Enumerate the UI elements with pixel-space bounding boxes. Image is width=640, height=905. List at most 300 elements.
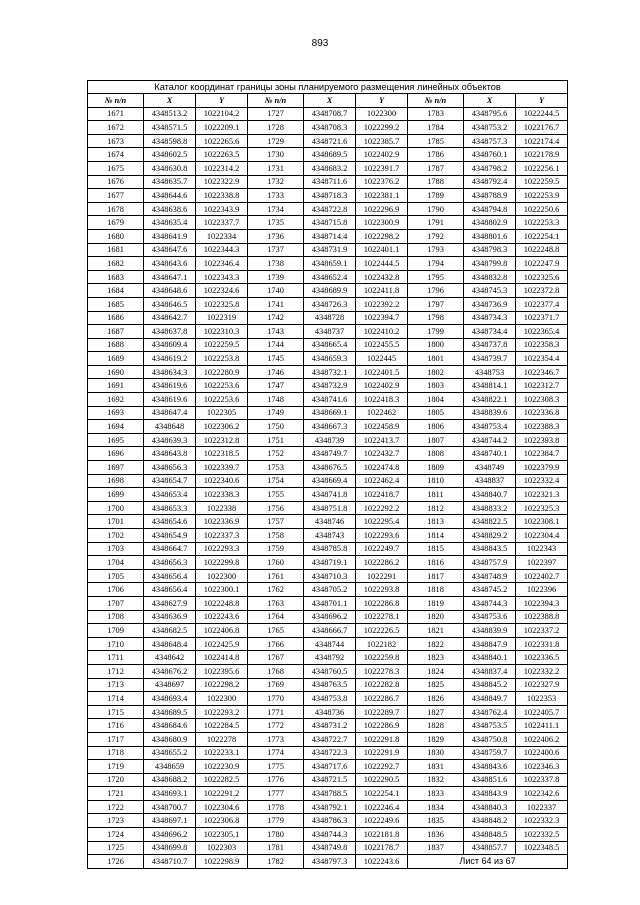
x-coordinate-cell: 4348647.1	[144, 270, 196, 284]
y-coordinate-cell: 1022319	[196, 311, 248, 325]
y-coordinate-cell: 1022322.9	[196, 175, 248, 189]
point-number-cell: 1783	[408, 107, 464, 121]
table-row	[88, 393, 568, 407]
table-row	[88, 107, 568, 121]
point-number-cell: 1680	[88, 229, 144, 243]
x-coordinate-cell: 4348656.4	[144, 569, 196, 583]
y-coordinate-cell: 1022401.5	[356, 365, 408, 379]
table-row	[88, 664, 568, 678]
x-coordinate-cell: 4348763.5	[304, 678, 356, 692]
column-header-point-number: № п/п	[248, 94, 304, 108]
y-coordinate-cell: 1022300	[356, 107, 408, 121]
point-number-cell: 1707	[88, 596, 144, 610]
table-row	[88, 352, 568, 366]
y-coordinate-cell: 1022291.2	[196, 787, 248, 801]
point-number-cell: 1734	[248, 202, 304, 216]
point-number-cell: 1802	[408, 365, 464, 379]
x-coordinate-cell: 4348728	[304, 311, 356, 325]
y-coordinate-cell: 1022314.2	[196, 161, 248, 175]
point-number-cell: 1793	[408, 243, 464, 257]
point-number-cell: 1672	[88, 121, 144, 135]
x-coordinate-cell: 4348744.3	[464, 596, 516, 610]
x-coordinate-cell: 4348689.5	[304, 148, 356, 162]
table-row	[88, 719, 568, 733]
y-coordinate-cell: 1022402.9	[356, 379, 408, 393]
x-coordinate-cell: 4348721.6	[304, 134, 356, 148]
x-coordinate-cell: 4348798.3	[464, 243, 516, 257]
y-coordinate-cell: 1022393.8	[516, 433, 568, 447]
x-coordinate-cell: 4348753	[464, 365, 516, 379]
point-number-cell: 1727	[248, 107, 304, 121]
y-coordinate-cell: 1022278.1	[356, 610, 408, 624]
table-row	[88, 610, 568, 624]
table-title-row	[88, 81, 568, 94]
x-coordinate-cell: 4348664.7	[144, 542, 196, 556]
point-number-cell: 1748	[248, 393, 304, 407]
x-coordinate-cell: 4348647.4	[144, 406, 196, 420]
table-row	[88, 338, 568, 352]
table-row	[88, 569, 568, 583]
y-coordinate-cell: 1022247.9	[516, 257, 568, 271]
x-coordinate-cell: 4348731.9	[304, 243, 356, 257]
y-coordinate-cell: 1022348.5	[516, 841, 568, 855]
y-coordinate-cell: 1022293.2	[196, 705, 248, 719]
y-coordinate-cell: 1022395.6	[196, 664, 248, 678]
x-coordinate-cell: 4348734.4	[464, 325, 516, 339]
point-number-cell: 1739	[248, 270, 304, 284]
point-number-cell: 1696	[88, 447, 144, 461]
table-row	[88, 175, 568, 189]
x-coordinate-cell: 4348627.9	[144, 596, 196, 610]
x-coordinate-cell: 4348798.2	[464, 161, 516, 175]
x-coordinate-cell: 4348757.3	[464, 134, 516, 148]
point-number-cell: 1751	[248, 433, 304, 447]
y-coordinate-cell: 1022402.7	[516, 569, 568, 583]
y-coordinate-cell: 1022358.3	[516, 338, 568, 352]
x-coordinate-cell: 4348799.8	[464, 257, 516, 271]
x-coordinate-cell: 4348693.1	[144, 787, 196, 801]
column-header-x: X	[304, 94, 356, 108]
x-coordinate-cell: 4348699.8	[144, 841, 196, 855]
point-number-cell: 1779	[248, 814, 304, 828]
point-number-cell: 1806	[408, 420, 464, 434]
x-coordinate-cell: 4348656.4	[144, 583, 196, 597]
y-coordinate-cell: 1022418.3	[356, 393, 408, 407]
table-row	[88, 529, 568, 543]
point-number-cell: 1774	[248, 746, 304, 760]
y-coordinate-cell: 1022338.8	[196, 189, 248, 203]
y-coordinate-cell: 1022308.3	[516, 393, 568, 407]
x-coordinate-cell: 4348647.6	[144, 243, 196, 257]
point-number-cell: 1761	[248, 569, 304, 583]
x-coordinate-cell: 4348795.6	[464, 107, 516, 121]
column-header-point-number: № п/п	[88, 94, 144, 108]
x-coordinate-cell: 4348737	[304, 325, 356, 339]
table-row	[88, 433, 568, 447]
point-number-cell: 1686	[88, 311, 144, 325]
y-coordinate-cell: 1022325.3	[516, 501, 568, 515]
point-number-cell: 1671	[88, 107, 144, 121]
x-coordinate-cell: 4348843.6	[464, 760, 516, 774]
point-number-cell: 1762	[248, 583, 304, 597]
x-coordinate-cell: 4348843.9	[464, 787, 516, 801]
y-coordinate-cell: 1022253.8	[196, 352, 248, 366]
y-coordinate-cell: 1022259.5	[196, 338, 248, 352]
x-coordinate-cell: 4348676.5	[304, 461, 356, 475]
point-number-cell: 1752	[248, 447, 304, 461]
y-coordinate-cell: 1022291.9	[356, 746, 408, 760]
point-number-cell: 1794	[408, 257, 464, 271]
y-coordinate-cell: 1022253.6	[196, 393, 248, 407]
point-number-cell: 1693	[88, 406, 144, 420]
y-coordinate-cell: 1022394.7	[356, 311, 408, 325]
page-number: 893	[311, 38, 329, 49]
y-coordinate-cell: 1022338.3	[196, 488, 248, 502]
x-coordinate-cell: 4348786.3	[304, 814, 356, 828]
column-header-y: Y	[356, 94, 408, 108]
y-coordinate-cell: 1022253.3	[516, 216, 568, 230]
table-row	[88, 148, 568, 162]
x-coordinate-cell: 4348667.3	[304, 420, 356, 434]
point-number-cell: 1715	[88, 705, 144, 719]
x-coordinate-cell: 4348797.3	[304, 855, 356, 869]
y-coordinate-cell: 1022324.6	[196, 284, 248, 298]
point-number-cell: 1778	[248, 800, 304, 814]
table-row	[88, 855, 568, 869]
x-coordinate-cell: 4348792	[304, 651, 356, 665]
point-number-cell: 1755	[248, 488, 304, 502]
y-coordinate-cell: 1022346.7	[516, 365, 568, 379]
point-number-cell: 1810	[408, 474, 464, 488]
table-row	[88, 365, 568, 379]
table-row	[88, 828, 568, 842]
y-coordinate-cell: 1022376.2	[356, 175, 408, 189]
y-coordinate-cell: 1022233.1	[196, 746, 248, 760]
point-number-cell: 1824	[408, 664, 464, 678]
y-coordinate-cell: 1022298.2	[196, 678, 248, 692]
y-coordinate-cell: 1022243.6	[196, 610, 248, 624]
point-number-cell: 1719	[88, 760, 144, 774]
y-coordinate-cell: 1022388.3	[516, 420, 568, 434]
x-coordinate-cell: 4348656.3	[144, 556, 196, 570]
point-number-cell: 1828	[408, 719, 464, 733]
x-coordinate-cell: 4348696.2	[304, 610, 356, 624]
point-number-cell: 1764	[248, 610, 304, 624]
point-number-cell: 1729	[248, 134, 304, 148]
x-coordinate-cell: 4348740.1	[464, 447, 516, 461]
x-coordinate-cell: 4348708.3	[304, 121, 356, 135]
y-coordinate-cell: 1022306.2	[196, 420, 248, 434]
x-coordinate-cell: 4348652.4	[304, 270, 356, 284]
x-coordinate-cell: 4348711.6	[304, 175, 356, 189]
point-number-cell: 1819	[408, 596, 464, 610]
y-coordinate-cell: 1022396	[516, 583, 568, 597]
x-coordinate-cell: 4348717.6	[304, 760, 356, 774]
y-coordinate-cell: 1022365.4	[516, 325, 568, 339]
y-coordinate-cell: 1022299.8	[196, 556, 248, 570]
x-coordinate-cell: 4348739	[304, 433, 356, 447]
point-number-cell: 1807	[408, 433, 464, 447]
point-number-cell: 1709	[88, 624, 144, 638]
table-row	[88, 596, 568, 610]
point-number-cell: 1738	[248, 257, 304, 271]
y-coordinate-cell: 1022293.3	[196, 542, 248, 556]
x-coordinate-cell: 4348788.9	[464, 189, 516, 203]
x-coordinate-cell: 4348760.1	[464, 148, 516, 162]
y-coordinate-cell: 1022405.7	[516, 705, 568, 719]
x-coordinate-cell: 4348722.7	[304, 732, 356, 746]
x-coordinate-cell: 4348653.3	[144, 501, 196, 515]
y-coordinate-cell: 1022304.4	[516, 529, 568, 543]
table-row	[88, 447, 568, 461]
point-number-cell: 1757	[248, 515, 304, 529]
y-coordinate-cell: 1022406.8	[196, 624, 248, 638]
point-number-cell: 1716	[88, 719, 144, 733]
point-number-cell: 1731	[248, 161, 304, 175]
x-coordinate-cell: 4348655.2	[144, 746, 196, 760]
point-number-cell: 1754	[248, 474, 304, 488]
point-number-cell: 1741	[248, 297, 304, 311]
point-number-cell: 1767	[248, 651, 304, 665]
point-number-cell: 1721	[88, 787, 144, 801]
y-coordinate-cell: 1022377.4	[516, 297, 568, 311]
y-coordinate-cell: 1022391.7	[356, 161, 408, 175]
point-number-cell: 1826	[408, 692, 464, 706]
point-number-cell: 1790	[408, 202, 464, 216]
y-coordinate-cell: 1022410.2	[356, 325, 408, 339]
point-number-cell: 1836	[408, 828, 464, 842]
x-coordinate-cell: 4348732.9	[304, 379, 356, 393]
y-coordinate-cell: 1022337.2	[516, 624, 568, 638]
y-coordinate-cell: 1022325.8	[196, 297, 248, 311]
y-coordinate-cell: 1022425.9	[196, 637, 248, 651]
point-number-cell: 1683	[88, 270, 144, 284]
point-number-cell: 1692	[88, 393, 144, 407]
y-coordinate-cell: 1022226.5	[356, 624, 408, 638]
y-coordinate-cell: 1022290.5	[356, 773, 408, 787]
x-coordinate-cell: 4348701.1	[304, 596, 356, 610]
y-coordinate-cell: 1022244.5	[516, 107, 568, 121]
y-coordinate-cell: 1022414.8	[196, 651, 248, 665]
y-coordinate-cell: 1022248.8	[196, 596, 248, 610]
y-coordinate-cell: 1022263.5	[196, 148, 248, 162]
y-coordinate-cell: 1022411.8	[356, 284, 408, 298]
x-coordinate-cell: 4348749.8	[304, 841, 356, 855]
x-coordinate-cell: 4348744.2	[464, 433, 516, 447]
y-coordinate-cell: 1022254.1	[516, 229, 568, 243]
table-row	[88, 257, 568, 271]
point-number-cell: 1765	[248, 624, 304, 638]
x-coordinate-cell: 4348719.1	[304, 556, 356, 570]
y-coordinate-cell: 1022334	[196, 229, 248, 243]
point-number-cell: 1816	[408, 556, 464, 570]
x-coordinate-cell: 4348753.4	[464, 420, 516, 434]
point-number-cell: 1786	[408, 148, 464, 162]
x-coordinate-cell: 4348689.9	[304, 284, 356, 298]
coordinate-catalog-table	[87, 80, 568, 869]
x-coordinate-cell: 4348745.2	[464, 583, 516, 597]
y-coordinate-cell: 1022343	[516, 542, 568, 556]
x-coordinate-cell: 4348737.8	[464, 338, 516, 352]
x-coordinate-cell: 4348751.8	[304, 501, 356, 515]
point-number-cell: 1834	[408, 800, 464, 814]
x-coordinate-cell: 4348654.7	[144, 474, 196, 488]
point-number-cell: 1769	[248, 678, 304, 692]
point-number-cell: 1781	[248, 841, 304, 855]
table-row	[88, 732, 568, 746]
x-coordinate-cell: 4348736.9	[464, 297, 516, 311]
x-coordinate-cell: 4348848.2	[464, 814, 516, 828]
y-coordinate-cell: 1022293.6	[356, 529, 408, 543]
table-row	[88, 692, 568, 706]
y-coordinate-cell: 1022310.3	[196, 325, 248, 339]
x-coordinate-cell: 4348648.4	[144, 637, 196, 651]
x-coordinate-cell: 4348744.3	[304, 828, 356, 842]
y-coordinate-cell: 1022384.7	[516, 447, 568, 461]
x-coordinate-cell: 4348840.7	[464, 488, 516, 502]
y-coordinate-cell: 1022343.9	[196, 202, 248, 216]
x-coordinate-cell: 4348832.8	[464, 270, 516, 284]
y-coordinate-cell: 1022292.7	[356, 760, 408, 774]
y-coordinate-cell: 1022337.3	[196, 529, 248, 543]
y-coordinate-cell: 1022286.9	[356, 719, 408, 733]
point-number-cell: 1746	[248, 365, 304, 379]
y-coordinate-cell: 1022253.6	[196, 379, 248, 393]
x-coordinate-cell: 4348654.6	[144, 515, 196, 529]
y-coordinate-cell: 1022400.6	[516, 746, 568, 760]
point-number-cell: 1772	[248, 719, 304, 733]
y-coordinate-cell: 1022381.1	[356, 189, 408, 203]
x-coordinate-cell: 4348643.8	[144, 447, 196, 461]
x-coordinate-cell: 4348619.6	[144, 379, 196, 393]
point-number-cell: 1711	[88, 651, 144, 665]
x-coordinate-cell: 4348648	[144, 420, 196, 434]
y-coordinate-cell: 1022176.7	[516, 121, 568, 135]
x-coordinate-cell: 4348636.9	[144, 610, 196, 624]
point-number-cell: 1745	[248, 352, 304, 366]
point-number-cell: 1835	[408, 814, 464, 828]
point-number-cell: 1740	[248, 284, 304, 298]
point-number-cell: 1825	[408, 678, 464, 692]
point-number-cell: 1674	[88, 148, 144, 162]
point-number-cell: 1766	[248, 637, 304, 651]
x-coordinate-cell: 4348741.8	[304, 488, 356, 502]
y-coordinate-cell: 1022379.9	[516, 461, 568, 475]
y-coordinate-cell: 1022286.8	[356, 596, 408, 610]
point-number-cell: 1691	[88, 379, 144, 393]
column-header-x: X	[144, 94, 196, 108]
x-coordinate-cell: 4348710.3	[304, 569, 356, 583]
x-coordinate-cell: 4348734.3	[464, 311, 516, 325]
y-coordinate-cell: 1022432.8	[356, 270, 408, 284]
x-coordinate-cell: 4348638.6	[144, 202, 196, 216]
point-number-cell: 1744	[248, 338, 304, 352]
y-coordinate-cell: 1022312.8	[196, 433, 248, 447]
y-coordinate-cell: 1022336.5	[516, 651, 568, 665]
point-number-cell: 1689	[88, 352, 144, 366]
x-coordinate-cell: 4348688.2	[144, 773, 196, 787]
x-coordinate-cell: 4348732.1	[304, 365, 356, 379]
table-row	[88, 501, 568, 515]
x-coordinate-cell: 4348749.7	[304, 447, 356, 461]
point-number-cell: 1812	[408, 501, 464, 515]
x-coordinate-cell: 4348851.6	[464, 773, 516, 787]
point-number-cell: 1827	[408, 705, 464, 719]
y-coordinate-cell: 1022298.2	[356, 229, 408, 243]
x-coordinate-cell: 4348634.3	[144, 365, 196, 379]
point-number-cell: 1756	[248, 501, 304, 515]
x-coordinate-cell: 4348714.4	[304, 229, 356, 243]
table-body	[88, 107, 568, 868]
x-coordinate-cell: 4348653.4	[144, 488, 196, 502]
point-number-cell: 1791	[408, 216, 464, 230]
y-coordinate-cell: 1022332.5	[516, 828, 568, 842]
x-coordinate-cell: 4348746	[304, 515, 356, 529]
point-number-cell: 1695	[88, 433, 144, 447]
x-coordinate-cell: 4348666.7	[304, 624, 356, 638]
y-coordinate-cell: 1022104.2	[196, 107, 248, 121]
point-number-cell: 1758	[248, 529, 304, 543]
x-coordinate-cell: 4348743	[304, 529, 356, 543]
point-number-cell: 1681	[88, 243, 144, 257]
point-number-cell: 1685	[88, 297, 144, 311]
table-row	[88, 189, 568, 203]
y-coordinate-cell: 1022338	[196, 501, 248, 515]
point-number-cell: 1697	[88, 461, 144, 475]
x-coordinate-cell: 4348641.9	[144, 229, 196, 243]
table-row	[88, 461, 568, 475]
x-coordinate-cell: 4348839.9	[464, 624, 516, 638]
point-number-cell: 1800	[408, 338, 464, 352]
table-row	[88, 284, 568, 298]
x-coordinate-cell: 4348635.4	[144, 216, 196, 230]
point-number-cell: 1725	[88, 841, 144, 855]
x-coordinate-cell: 4348739.7	[464, 352, 516, 366]
table-row	[88, 705, 568, 719]
y-coordinate-cell: 1022303	[196, 841, 248, 855]
y-coordinate-cell: 1022346.3	[516, 760, 568, 774]
y-coordinate-cell: 1022445	[356, 352, 408, 366]
point-number-cell: 1780	[248, 828, 304, 842]
x-coordinate-cell: 4348669.1	[304, 406, 356, 420]
x-coordinate-cell: 4348684.6	[144, 719, 196, 733]
y-coordinate-cell: 1022402.9	[356, 148, 408, 162]
y-coordinate-cell: 1022346.4	[196, 257, 248, 271]
table-row	[88, 420, 568, 434]
x-coordinate-cell: 4348822.5	[464, 515, 516, 529]
y-coordinate-cell: 1022300.9	[356, 216, 408, 230]
x-coordinate-cell: 4348843.5	[464, 542, 516, 556]
y-coordinate-cell: 1022298.9	[196, 855, 248, 869]
table-row	[88, 678, 568, 692]
point-number-cell: 1822	[408, 637, 464, 651]
y-coordinate-cell: 1022182	[356, 637, 408, 651]
point-number-cell: 1797	[408, 297, 464, 311]
point-number-cell: 1787	[408, 161, 464, 175]
y-coordinate-cell: 1022306.8	[196, 814, 248, 828]
x-coordinate-cell: 4348619.6	[144, 393, 196, 407]
point-number-cell: 1770	[248, 692, 304, 706]
x-coordinate-cell: 4348571.5	[144, 121, 196, 135]
y-coordinate-cell: 1022337	[516, 800, 568, 814]
y-coordinate-cell: 1022250.6	[516, 202, 568, 216]
table-row	[88, 406, 568, 420]
y-coordinate-cell: 1022299.2	[356, 121, 408, 135]
x-coordinate-cell: 4348759.7	[464, 746, 516, 760]
y-coordinate-cell: 1022256.1	[516, 161, 568, 175]
point-number-cell: 1820	[408, 610, 464, 624]
point-number-cell: 1830	[408, 746, 464, 760]
